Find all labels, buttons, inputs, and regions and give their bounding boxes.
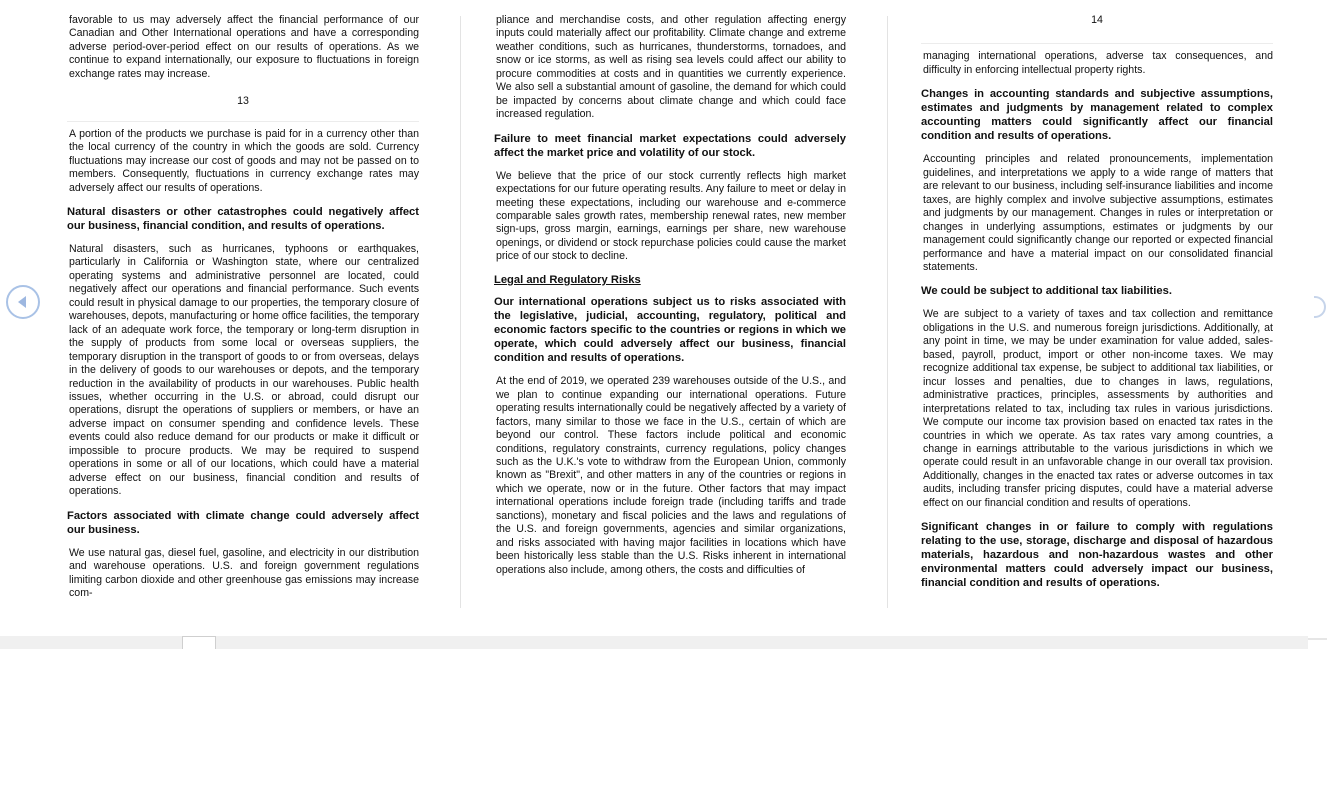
page-thumbnail-tab[interactable] — [182, 636, 216, 649]
heading-market-expectations: Failure to meet financial market expectations could adversely affect the market price and volatility of our stock. — [494, 132, 846, 159]
page-number-13: 13 — [237, 95, 249, 108]
heading-climate-change: Factors associated with climate change could adversely affect our business. — [67, 509, 419, 536]
paragraph-fx-intro: favorable to us may adversely affect the financial performance of our Canadian and Other International operations and have a corresponding adverse period-over-period effect on our results of operations. As we continue to expand internationally, our exposure to fluctuations in foreign exchange rates may increase. — [69, 14, 419, 80]
page-number-14: 14 — [1091, 14, 1103, 26]
text-column-3 — [921, 14, 1273, 600]
next-page-button[interactable] — [1314, 296, 1326, 318]
heading-tax-liabilities: We could be subject to additional tax liabilities. — [921, 285, 1172, 298]
paragraph-climate-change: We use natural gas, diesel fuel, gasoline, and electricity in our distribution and warehouse operations. U.S. and foreign government regulations limiting carbon dioxide and other greenhouse gas emissions may increase com- — [69, 546, 419, 599]
paragraph-international-operations: At the end of 2019, we operated 239 warehouses outside of the U.S., and we plan to continue expanding our international operations. Future operating results internationally could be negatively affected by a variety of factors, many similar to those we face in the U.S., certain of which are beyond our control. These factors include political and economic conditions, regulatory constraints, currency regulations, policy changes such as the U.K.'s vote to withdraw from the European Union, commonly known as "Brexit", and other matters in any of the countries or regions in which we operate, now or in the future. Other factors that may impact international operations include foreign trade (including tariffs and trade sanctions), monetary and fiscal policies and the laws and regulations of the U.S. and foreign governments, agencies and similar organizations, and risks associated with having major facilities in locations which have been historically less stable than the U.S. Risks inherent in international operations also include, among others, the costs and difficulties of — [496, 375, 846, 576]
paragraph-natural-disasters: Natural disasters, such as hurricanes, typhoons or earthquakes, particularly in California or Washington state, where our centralized operating systems and administrative personnel are located, could negatively affect our operations and financial performance. Such events could result in physical damage to our properties, the temporary closure of warehouses, depots, manufacturing or home office facilities, the temporary lack of an adequate work force, the temporary or long-term disruption in the supply of products from some local or overseas suppliers, the temporary disruption in the transport of goods to or from overseas, delays in the delivery of goods to our warehouses or depots, and the temporary reduction in the availability of products in our warehouses. Public health issues, whether occurring in the U.S. or abroad, could disrupt our operations, disrupt the operations of suppliers or members, or have an adverse impact on consumer spending and confidence levels. These events could also reduce demand for our products or make it difficult or impossible to procure products. We may be required to suspend operations in some or all of our locations, which could have a material adverse effect on our business, financial condition and results of operations. — [69, 242, 419, 498]
previous-page-button[interactable] — [6, 285, 40, 319]
column-divider — [887, 16, 888, 608]
paragraph-accounting-standards: Accounting principles and related pronouncements, implementation guidelines, and interpretations we apply to a wide range of matters that are relevant to our business, including self-insurance liabilities and income taxes, are highly complex and involve subjective assumptions, estimates and judgments by our management. Changes in rules or interpretation or changes in underlying assumptions, estimates or judgments by our management could significantly change our reported or expected financial performance and have a material impact on our consolidated financial statements. — [923, 153, 1273, 273]
paragraph-market-expectations: We believe that the price of our stock currently reflects high market expectations for our future operating results. Any failure to meet or delay in meeting these expectations, including our warehouse and e-commerce comparable sales growth rates, membership renewal rates, new member sign-ups, gross margin, earnings, earnings per share, new warehouse openings, or dividend or stock repurchase policies could cause the market price of our stock to decline. — [496, 169, 846, 263]
heading-international-operations: Our international operations subject us to risks associated with the legislative, judicial, accounting, regulatory, political and economic factors specific to the countries or regions in which we operate, which could adversely affect our business, financial condition and results of operations. — [494, 296, 846, 365]
scrollbar-edge — [1308, 638, 1327, 640]
column-divider — [460, 16, 461, 608]
heading-natural-disasters: Natural disasters or other catastrophes could negatively affect our business, financial condition, and results of operations. — [67, 205, 419, 232]
text-column-2 — [494, 14, 846, 587]
chevron-left-icon — [16, 295, 30, 309]
paragraph-climate-continued: pliance and merchandise costs, and other regulation affecting energy inputs could materially affect our profitability. Climate change and extreme weather conditions, such as hurricanes, thunderstorms, tornadoes, and snow or ice storms, as well as rising sea levels could affect our ability to procure commodities at costs and in quantities we currently experience. We also sell a substantial amount of gasoline, the demand for which could be impacted by concerns about climate change and which could face increased regulation. — [496, 14, 846, 121]
section-title-legal-regulatory: Legal and Regulatory Risks — [494, 273, 641, 286]
heading-hazardous-materials: Significant changes in or failure to comply with regulations relating to the use, storage, discharge and disposal of hazardous materials, hazardous and non-hazardous wastes and other environmental matters could adversely impact our business, financial condition and results of operations. — [921, 521, 1273, 590]
paragraph-tax-liabilities: We are subject to a variety of taxes and tax collection and remittance obligations in the U.S. and numerous foreign jurisdictions. Additionally, at any point in time, we may be under examination for value added, sales-based, payroll, product, import or other non-income taxes. We may recognize additional tax expense, be subject to additional tax liabilities, or incur losses and penalties, due to changes in laws, regulations, administrative practices, principles, assessments by authorities and interpretations related to tax, including tax rules in various jurisdictions. We compute our income tax provision based on enacted tax rates in the countries in which we operate. As tax rates vary among countries, a change in earnings attributable to the various jurisdictions in which we operate could result in an unfavorable change in our overall tax provision. Additionally, changes in the enacted tax rates or adverse outcomes in tax audits, including transfer pricing disputes, could have a material adverse effect on our financial condition and results of operations. — [923, 308, 1273, 509]
paragraph-currency: A portion of the products we purchase is paid for in a currency other than the local currency of the country in which the goods are sold. Currency fluctuations may increase our cost of goods and may not be passed on to members. Consequently, fluctuations in currency exchange rates may adversely affect our results of operations. — [69, 127, 419, 194]
page-divider — [921, 43, 1273, 44]
heading-accounting-standards: Changes in accounting standards and subjective assumptions, estimates and judgments by management related to complex accounting matters could significantly affect our financial condition and results of operations. — [921, 88, 1273, 143]
page-divider — [67, 121, 419, 122]
text-column-1 — [67, 14, 419, 610]
paragraph-international-continued: managing international operations, adverse tax consequences, and difficulty in enforcing intellectual property rights. — [923, 50, 1273, 76]
